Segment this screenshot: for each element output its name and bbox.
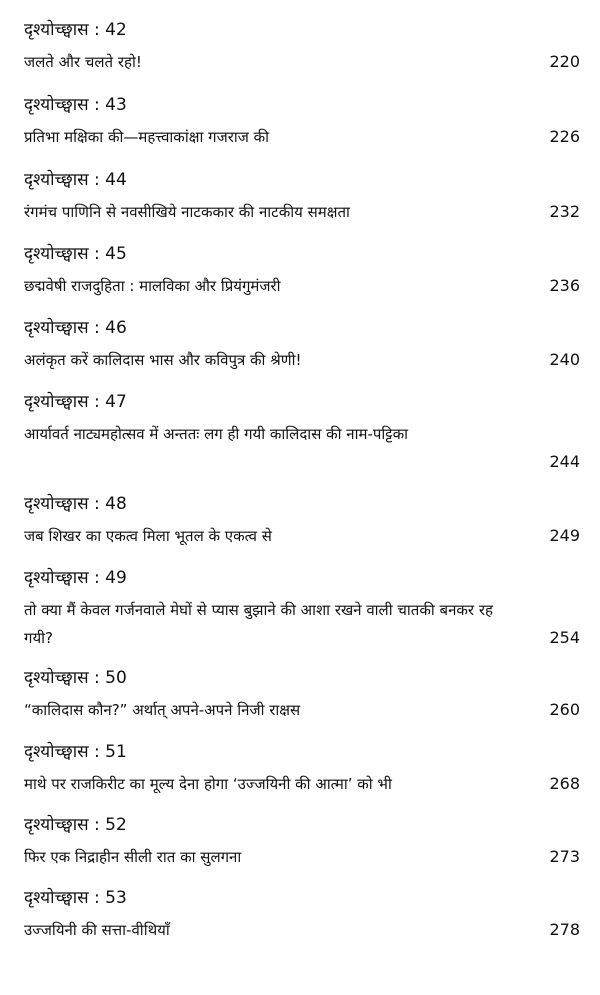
entry-page-number: 236 bbox=[549, 276, 580, 295]
entry-title: प्रतिभा मक्षिका की—महत्त्वाकांक्षा गजराज की bbox=[24, 128, 270, 146]
entry-page-number: 260 bbox=[549, 700, 580, 719]
entry-page-number: 268 bbox=[549, 774, 580, 793]
toc-entry bbox=[0, 244, 600, 308]
toc-entry bbox=[0, 742, 600, 806]
entry-title: अलंकृत करें कालिदास भास और कविपुत्र की श्रेणी! bbox=[24, 351, 302, 369]
entry-heading: दृश्योच्छ्वास : 47 bbox=[24, 392, 127, 412]
entry-heading: दृश्योच्छ्वास : 48 bbox=[24, 494, 127, 514]
toc-entry bbox=[0, 392, 600, 484]
entry-title: आर्यावर्त नाट्यमहोत्सव में अन्ततः लग ही गयी कालिदास की नाम-पट्टिका bbox=[24, 425, 409, 443]
entry-title: जब शिखर का एकत्व मिला भूतल के एकत्व से bbox=[24, 527, 272, 545]
entry-heading: दृश्योच्छ्वास : 45 bbox=[24, 244, 127, 264]
toc-entry bbox=[0, 95, 600, 159]
entry-page-number: 273 bbox=[549, 847, 580, 866]
entry-heading: दृश्योच्छ्वास : 43 bbox=[24, 95, 127, 115]
entry-heading: दृश्योच्छ्वास : 42 bbox=[24, 20, 127, 40]
toc-entry bbox=[0, 170, 600, 234]
toc-entry bbox=[0, 815, 600, 879]
entry-heading: दृश्योच्छ्वास : 50 bbox=[24, 668, 127, 688]
entry-heading: दृश्योच्छ्वास : 53 bbox=[24, 888, 127, 908]
entry-page-number: 249 bbox=[549, 526, 580, 545]
entry-heading: दृश्योच्छ्वास : 44 bbox=[24, 170, 127, 190]
entry-heading: दृश्योच्छ्वास : 49 bbox=[24, 568, 127, 588]
entry-title: छद्मवेषी राजदुहिता : मालविका और प्रियंगुमंजरी bbox=[24, 277, 281, 295]
toc-entry bbox=[0, 568, 600, 660]
entry-title: “कालिदास कौन?” अर्थात् अपने-अपने निजी राक्षस bbox=[24, 701, 301, 719]
toc-entry bbox=[0, 494, 600, 558]
entry-heading: दृश्योच्छ्वास : 46 bbox=[24, 318, 127, 338]
entry-heading: दृश्योच्छ्वास : 52 bbox=[24, 815, 127, 835]
entry-title: रंगमंच पाणिनि से नवसीखिये नाटककार की नाटकीय समक्षता bbox=[24, 203, 350, 221]
entry-title: जलते और चलते रहो! bbox=[24, 53, 142, 71]
toc-entry bbox=[0, 20, 600, 84]
entry-page-number: 254 bbox=[549, 628, 580, 647]
entry-page-number: 278 bbox=[549, 920, 580, 939]
toc-entry bbox=[0, 888, 600, 952]
entry-title: उज्जयिनी की सत्ता-वीथियाँ bbox=[24, 921, 170, 939]
entry-page-number: 244 bbox=[549, 452, 580, 471]
toc-entry bbox=[0, 318, 600, 382]
toc-entry bbox=[0, 668, 600, 732]
entry-heading: दृश्योच्छ्वास : 51 bbox=[24, 742, 127, 762]
entry-page-number: 220 bbox=[549, 52, 580, 71]
entry-title: फिर एक निद्राहीन सीली रात का सुलगना bbox=[24, 848, 242, 866]
entry-page-number: 226 bbox=[549, 127, 580, 146]
entry-page-number: 232 bbox=[549, 202, 580, 221]
entry-title: तो क्या मैं केवल गर्जनवाले मेघों से प्यास बुझाने की आशा रखने वाली चातकी बनकर रह गयी? bbox=[24, 601, 493, 647]
entry-title: माथे पर राजकिरीट का मूल्य देना होगा ‘उज्जयिनी की आत्मा’ को भी bbox=[24, 775, 392, 793]
entry-page-number: 240 bbox=[549, 350, 580, 369]
